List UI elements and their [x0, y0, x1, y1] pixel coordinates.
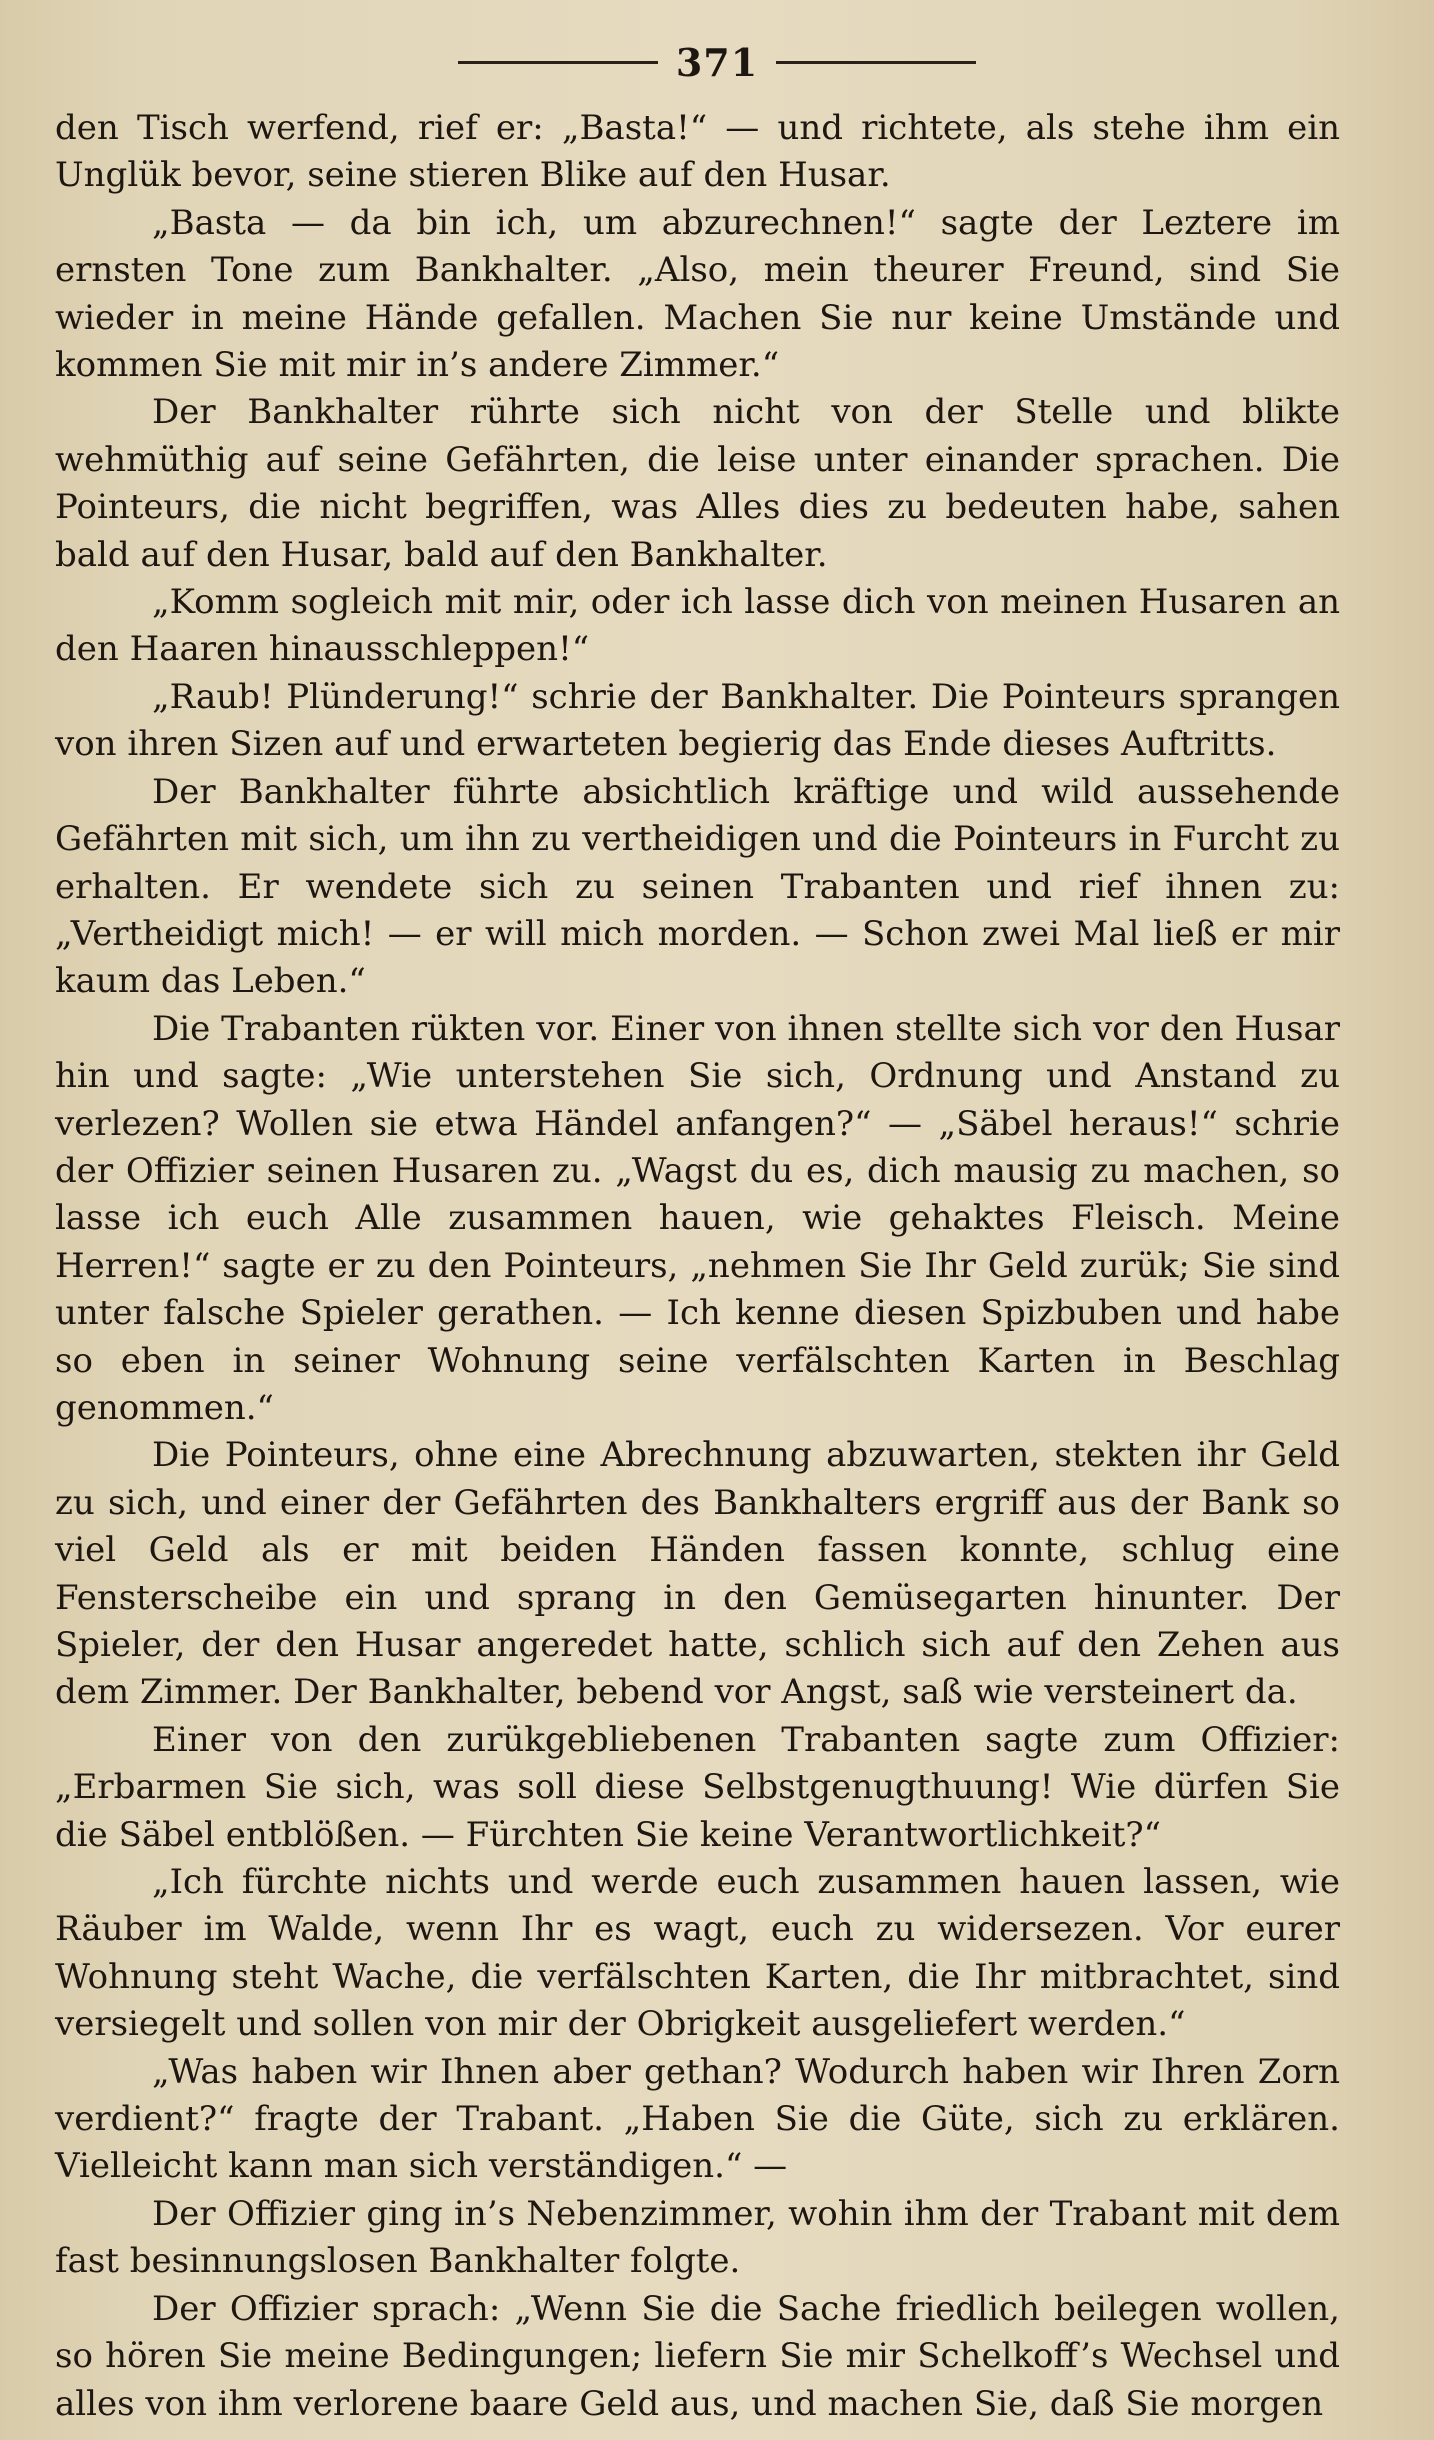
paragraph: „Raub! Plünderung!“ schrie der Bankhalter. Die Pointeurs sprangen von ihren Sizen auf und erwarteten begierig das Ende dieses Auftritts.: [55, 676, 1340, 765]
paragraph: Die Trabanten rükten vor. Einer von ihnen stellte sich vor den Husar hin und sagte: „Wie unterstehen Sie sich, Ordnung und Anstand zu verlezen? Wollen sie etwa Händel anfangen?“ — „Säbel heraus!“ schrie der Offizier seinen Husaren zu. „Wagst du es, dich mausig zu machen, so lasse ich euch Alle zusammen hauen, wie gehaktes Fleisch. Meine Herren!“ sagte er zu den Pointeurs, „nehmen Sie Ihr Geld zurük; Sie sind unter falsche Spieler gerathen. — Ich kenne diesen Spizbuben und habe so eben in seiner Wohnung seine verfälschten Karten in Beschlag genommen.“: [55, 1008, 1340, 1428]
paragraph: Einer von den zurükgebliebenen Trabanten sagte zum Offizier: „Erbarmen Sie sich, was soll diese Selbstgenugthuung! Wie dürfen Sie die Säbel entblößen. — Fürchten Sie keine Verantwortlichkeit?“: [55, 1719, 1340, 1855]
paragraph: „Was haben wir Ihnen aber gethan? Wodurch haben wir Ihren Zorn verdient?“ fragte der Trabant. „Haben Sie die Güte, sich zu erklären. Vielleicht kann man sich verständigen.“ —: [55, 2051, 1340, 2187]
paragraph: Die Pointeurs, ohne eine Abrechnung abzuwarten, stekten ihr Geld zu sich, und einer der Gefährten des Bankhalters ergriff aus der Bank so viel Geld als er mit beiden Händen fassen konnte, schlug eine Fensterscheibe ein und sprang in den Gemüsegarten hinunter. Der Spieler, der den Husar angeredet hatte, schlich sich auf den Zehen aus dem Zimmer. Der Bankhalter, bebend vor Angst, saß wie versteinert da.: [55, 1435, 1340, 1713]
header-rule-right: [776, 61, 976, 64]
paragraph: „Ich fürchte nichts und werde euch zusammen hauen lassen, wie Räuber im Walde, wenn Ihr es wagt, euch zu widersezen. Vor eurer Wohnung steht Wache, die verfälschten Karten, die Ihr mitbrachtet, sind versiegelt und sollen von mir der Obrigkeit ausgeliefert werden.“: [55, 1862, 1340, 2045]
paragraph: Der Bankhalter führte absichtlich kräftige und wild aussehende Gefährten mit sich, um ihn zu vertheidigen und die Pointeurs in Furcht zu erhalten. Er wendete sich zu seinen Trabanten und rief ihnen zu: „Vertheidigt mich! — er will mich morden. — Schon zwei Mal ließ er mir kaum das Leben.“: [55, 771, 1340, 1002]
paragraph: den Tisch werfend, rief er: „Basta!“ — und richtete, als stehe ihm ein Unglük bevor, seine stieren Blike auf den Husar.: [55, 108, 1340, 196]
body-text: [55, 105, 1340, 2428]
paragraph: Der Bankhalter rührte sich nicht von der Stelle und blikte wehmüthig auf seine Gefährten, die leise unter einander sprachen. Die Pointeurs, die nicht begriffen, was Alles dies zu bedeuten habe, sahen bald auf den Husar, bald auf den Bankhalter.: [55, 392, 1340, 575]
page-number: 371: [675, 40, 759, 85]
header-rule-left: [458, 61, 658, 64]
paragraph: „Basta — da bin ich, um abzurechnen!“ sagte der Leztere im ernsten Tone zum Bankhalter. „Also, mein theurer Freund, sind Sie wieder in meine Hände gefallen. Machen Sie nur keine Umstände und kommen Sie mit mir in’s andere Zimmer.“: [55, 202, 1340, 386]
paragraph: „Komm sogleich mit mir, oder ich lasse dich von meinen Husaren an den Haaren hinausschleppen!“: [55, 582, 1340, 670]
paragraph: Der Offizier ging in’s Nebenzimmer, wohin ihm der Trabant mit dem fast besinnungslosen Bankhalter folgte.: [55, 2193, 1340, 2282]
paragraph: Der Offizier sprach: „Wenn Sie die Sache friedlich beilegen wollen, so hören Sie meine Bedingungen; liefern Sie mir Schelkoff’s Wechsel und alles von ihm verlorene baare Geld aus, und machen Sie, daß Sie morgen: [55, 2288, 1340, 2424]
page-header: [0, 40, 1434, 85]
